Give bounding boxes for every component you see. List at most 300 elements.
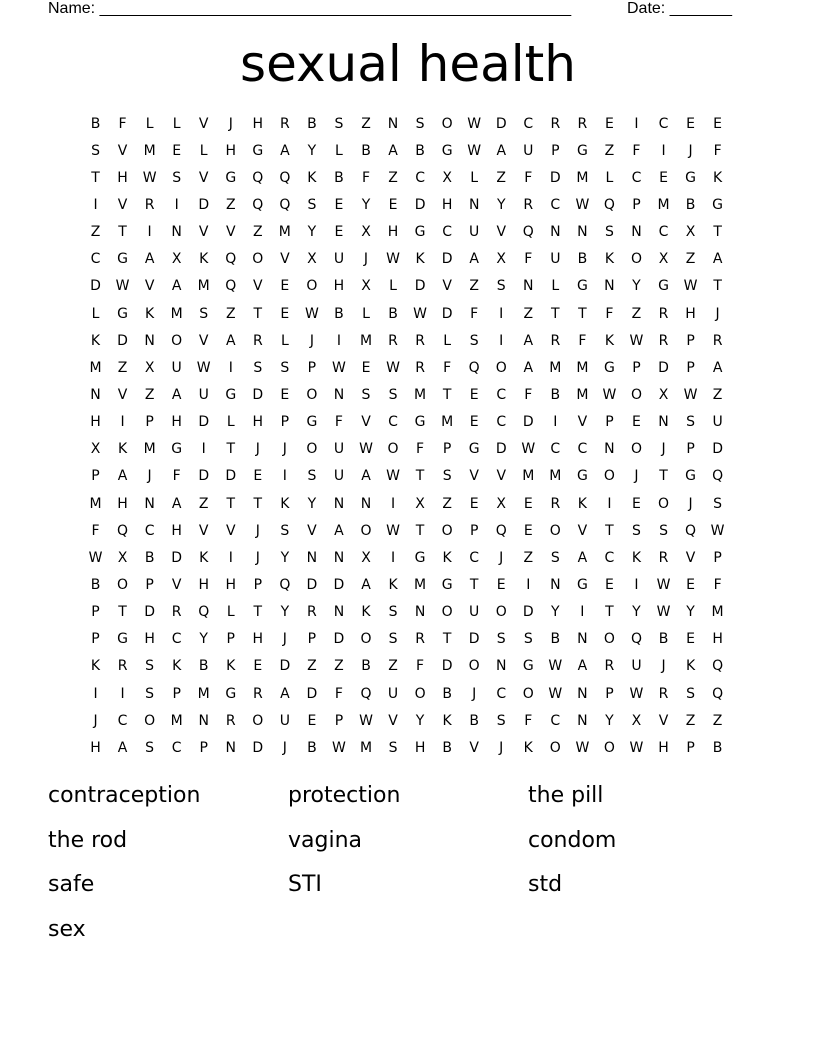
- grid-letter[interactable]: G: [685, 169, 696, 186]
- grid-letter[interactable]: C: [171, 739, 182, 756]
- grid-letter[interactable]: A: [577, 549, 588, 566]
- grid-letter[interactable]: B: [334, 169, 344, 186]
- grid-letter[interactable]: I: [553, 414, 558, 431]
- grid-letter[interactable]: Y: [280, 549, 290, 566]
- grid-letter[interactable]: W: [467, 115, 482, 132]
- grid-letter[interactable]: T: [253, 305, 263, 322]
- grid-letter[interactable]: N: [144, 332, 155, 349]
- grid-letter[interactable]: S: [550, 549, 560, 566]
- grid-letter[interactable]: J: [228, 115, 233, 132]
- grid-letter[interactable]: H: [252, 631, 264, 648]
- grid-letter[interactable]: O: [468, 658, 480, 675]
- grid-letter[interactable]: U: [279, 712, 290, 729]
- grid-letter[interactable]: B: [442, 685, 452, 702]
- grid-letter[interactable]: U: [333, 468, 345, 485]
- grid-letter[interactable]: E: [307, 712, 317, 729]
- grid-letter[interactable]: O: [495, 359, 507, 376]
- grid-letter[interactable]: R: [144, 196, 155, 213]
- grid-letter[interactable]: P: [713, 549, 722, 566]
- grid-letter[interactable]: I: [228, 359, 233, 376]
- grid-letter[interactable]: N: [333, 604, 345, 621]
- grid-letter[interactable]: N: [658, 414, 669, 431]
- grid-letter[interactable]: N: [631, 224, 642, 241]
- name-field-label[interactable]: Name: _____________________________________________________: [48, 0, 572, 17]
- grid-letter[interactable]: N: [333, 549, 345, 566]
- grid-letter[interactable]: S: [199, 305, 209, 322]
- grid-letter[interactable]: J: [147, 468, 152, 485]
- grid-letter[interactable]: O: [603, 739, 615, 756]
- grid-letter[interactable]: P: [280, 414, 290, 431]
- grid-letter[interactable]: R: [252, 332, 263, 349]
- grid-letter[interactable]: K: [361, 604, 371, 621]
- grid-letter[interactable]: D: [495, 441, 507, 458]
- grid-letter[interactable]: S: [388, 631, 398, 648]
- grid-letter[interactable]: L: [226, 604, 235, 621]
- grid-letter[interactable]: Z: [388, 169, 398, 186]
- grid-letter[interactable]: R: [307, 604, 317, 621]
- grid-letter[interactable]: G: [685, 468, 696, 485]
- grid-letter[interactable]: H: [198, 576, 209, 593]
- grid-letter[interactable]: O: [630, 441, 642, 458]
- grid-letter[interactable]: F: [578, 332, 587, 349]
- grid-letter[interactable]: G: [576, 278, 588, 295]
- grid-letter[interactable]: I: [661, 142, 666, 159]
- grid-letter[interactable]: R: [658, 305, 669, 322]
- grid-letter[interactable]: Q: [603, 196, 615, 213]
- grid-letter[interactable]: T: [713, 278, 722, 295]
- grid-letter[interactable]: G: [603, 359, 615, 376]
- grid-letter[interactable]: O: [144, 712, 156, 729]
- date-field-label[interactable]: Date: _______: [627, 0, 732, 17]
- grid-letter[interactable]: R: [388, 332, 398, 349]
- grid-letter[interactable]: V: [685, 549, 696, 566]
- grid-letter[interactable]: H: [252, 115, 264, 132]
- grid-letter[interactable]: G: [468, 441, 480, 458]
- grid-letter[interactable]: N: [90, 386, 101, 403]
- grid-letter[interactable]: Z: [361, 115, 371, 132]
- grid-letter[interactable]: S: [686, 414, 695, 431]
- grid-letter[interactable]: S: [442, 468, 452, 485]
- grid-letter[interactable]: N: [468, 196, 480, 213]
- grid-letter[interactable]: S: [388, 739, 398, 756]
- grid-letter[interactable]: Z: [253, 224, 263, 241]
- grid-letter[interactable]: F: [524, 386, 533, 403]
- grid-letter[interactable]: N: [495, 658, 507, 675]
- grid-letter[interactable]: N: [171, 224, 182, 241]
- grid-letter[interactable]: V: [198, 522, 209, 539]
- grid-letter[interactable]: N: [306, 549, 318, 566]
- grid-letter[interactable]: D: [414, 196, 426, 213]
- grid-letter[interactable]: X: [631, 712, 642, 729]
- grid-letter[interactable]: V: [198, 115, 209, 132]
- grid-letter[interactable]: U: [387, 685, 399, 702]
- grid-letter[interactable]: P: [686, 739, 695, 756]
- grid-letter[interactable]: W: [575, 196, 590, 213]
- grid-letter[interactable]: U: [523, 142, 534, 159]
- grid-letter[interactable]: P: [145, 414, 154, 431]
- grid-letter[interactable]: V: [496, 468, 507, 485]
- grid-letter[interactable]: O: [360, 522, 372, 539]
- grid-letter[interactable]: Q: [468, 359, 480, 376]
- grid-letter[interactable]: D: [414, 278, 426, 295]
- grid-letter[interactable]: S: [604, 224, 614, 241]
- grid-letter[interactable]: S: [253, 359, 263, 376]
- grid-letter[interactable]: P: [605, 414, 614, 431]
- grid-letter[interactable]: Z: [631, 305, 642, 322]
- grid-letter[interactable]: F: [713, 576, 722, 593]
- grid-letter[interactable]: W: [656, 604, 671, 621]
- grid-letter[interactable]: S: [334, 115, 344, 132]
- grid-letter[interactable]: B: [550, 386, 561, 403]
- grid-letter[interactable]: Q: [252, 196, 264, 213]
- grid-letter[interactable]: Y: [307, 495, 317, 512]
- grid-letter[interactable]: L: [362, 305, 370, 322]
- grid-letter[interactable]: E: [686, 631, 695, 648]
- grid-letter[interactable]: U: [469, 224, 480, 241]
- grid-letter[interactable]: V: [307, 522, 317, 539]
- grid-letter[interactable]: H: [117, 495, 128, 512]
- grid-letter[interactable]: K: [685, 658, 696, 675]
- grid-letter[interactable]: P: [199, 739, 208, 756]
- grid-letter[interactable]: Z: [144, 386, 155, 403]
- grid-letter[interactable]: S: [632, 522, 641, 539]
- grid-letter[interactable]: H: [441, 196, 453, 213]
- grid-letter[interactable]: K: [713, 169, 723, 186]
- grid-letter[interactable]: C: [171, 631, 182, 648]
- grid-letter[interactable]: X: [496, 251, 507, 268]
- grid-letter[interactable]: S: [172, 169, 182, 186]
- grid-letter[interactable]: C: [631, 169, 642, 186]
- grid-letter[interactable]: B: [334, 305, 344, 322]
- grid-letter[interactable]: I: [201, 441, 206, 458]
- grid-letter[interactable]: R: [577, 115, 588, 132]
- grid-letter[interactable]: Q: [279, 169, 291, 186]
- grid-letter[interactable]: E: [632, 495, 641, 512]
- grid-letter[interactable]: P: [145, 576, 154, 593]
- grid-letter[interactable]: E: [523, 522, 533, 539]
- grid-letter[interactable]: W: [629, 332, 644, 349]
- grid-letter[interactable]: H: [225, 576, 237, 593]
- grid-letter[interactable]: S: [91, 142, 100, 159]
- grid-letter[interactable]: W: [88, 549, 103, 566]
- grid-letter[interactable]: L: [605, 169, 614, 186]
- grid-letter[interactable]: K: [90, 658, 101, 675]
- grid-letter[interactable]: L: [389, 278, 397, 295]
- grid-letter[interactable]: F: [334, 414, 343, 431]
- grid-letter[interactable]: Q: [117, 522, 129, 539]
- grid-letter[interactable]: G: [576, 576, 588, 593]
- grid-letter[interactable]: F: [416, 658, 425, 675]
- grid-letter[interactable]: T: [415, 522, 425, 539]
- grid-letter[interactable]: V: [496, 224, 507, 241]
- grid-letter[interactable]: E: [280, 386, 290, 403]
- grid-letter[interactable]: B: [685, 196, 696, 213]
- grid-letter[interactable]: B: [577, 251, 588, 268]
- grid-letter[interactable]: T: [442, 631, 452, 648]
- grid-letter[interactable]: R: [279, 115, 290, 132]
- grid-letter[interactable]: Q: [225, 251, 237, 268]
- grid-letter[interactable]: Q: [279, 576, 291, 593]
- grid-letter[interactable]: M: [576, 386, 589, 403]
- grid-letter[interactable]: G: [414, 414, 426, 431]
- grid-letter[interactable]: C: [144, 522, 155, 539]
- grid-letter[interactable]: A: [280, 685, 290, 702]
- grid-letter[interactable]: U: [198, 386, 209, 403]
- grid-letter[interactable]: R: [604, 658, 615, 675]
- grid-letter[interactable]: Y: [496, 196, 506, 213]
- grid-letter[interactable]: B: [442, 739, 452, 756]
- grid-letter[interactable]: O: [117, 576, 129, 593]
- grid-letter[interactable]: Y: [415, 712, 425, 729]
- grid-letter[interactable]: T: [253, 604, 263, 621]
- grid-letter[interactable]: K: [442, 549, 452, 566]
- grid-letter[interactable]: M: [143, 441, 156, 458]
- grid-letter[interactable]: M: [549, 359, 562, 376]
- grid-letter[interactable]: M: [414, 386, 427, 403]
- grid-letter[interactable]: X: [658, 386, 669, 403]
- grid-letter[interactable]: O: [603, 468, 615, 485]
- grid-letter[interactable]: C: [658, 224, 669, 241]
- grid-letter[interactable]: K: [90, 332, 101, 349]
- grid-letter[interactable]: C: [550, 712, 561, 729]
- grid-letter[interactable]: C: [658, 115, 669, 132]
- grid-letter[interactable]: X: [415, 495, 425, 512]
- grid-letter[interactable]: F: [632, 142, 641, 159]
- grid-letter[interactable]: Z: [523, 305, 534, 322]
- grid-letter[interactable]: K: [577, 495, 587, 512]
- grid-letter[interactable]: J: [282, 739, 287, 756]
- grid-letter[interactable]: A: [469, 251, 479, 268]
- grid-letter[interactable]: W: [386, 359, 400, 376]
- grid-letter[interactable]: J: [255, 441, 260, 458]
- grid-letter[interactable]: K: [604, 251, 614, 268]
- grid-letter[interactable]: Q: [712, 658, 724, 675]
- grid-letter[interactable]: C: [496, 386, 507, 403]
- grid-letter[interactable]: D: [198, 468, 210, 485]
- grid-letter[interactable]: R: [225, 712, 236, 729]
- grid-letter[interactable]: G: [576, 468, 588, 485]
- grid-letter[interactable]: G: [712, 196, 724, 213]
- grid-letter[interactable]: W: [386, 251, 400, 268]
- grid-letter[interactable]: Y: [199, 631, 208, 648]
- grid-letter[interactable]: W: [332, 739, 346, 756]
- grid-letter[interactable]: T: [659, 468, 668, 485]
- grid-letter[interactable]: A: [523, 359, 534, 376]
- grid-letter[interactable]: A: [361, 468, 371, 485]
- grid-letter[interactable]: J: [661, 658, 666, 675]
- grid-letter[interactable]: F: [91, 522, 100, 539]
- grid-letter[interactable]: E: [388, 196, 398, 213]
- grid-letter[interactable]: D: [658, 359, 669, 376]
- grid-letter[interactable]: B: [90, 576, 101, 593]
- grid-letter[interactable]: A: [712, 251, 723, 268]
- grid-letter[interactable]: H: [117, 169, 128, 186]
- grid-letter[interactable]: O: [306, 441, 318, 458]
- grid-letter[interactable]: Z: [225, 305, 236, 322]
- grid-letter[interactable]: M: [711, 604, 724, 621]
- grid-letter[interactable]: Q: [630, 631, 642, 648]
- grid-letter[interactable]: M: [441, 414, 454, 431]
- grid-letter[interactable]: O: [603, 631, 615, 648]
- grid-letter[interactable]: D: [333, 631, 345, 648]
- grid-letter[interactable]: S: [469, 332, 479, 349]
- grid-letter[interactable]: O: [414, 685, 426, 702]
- grid-letter[interactable]: B: [550, 631, 561, 648]
- grid-letter[interactable]: W: [386, 522, 400, 539]
- grid-letter[interactable]: R: [658, 549, 669, 566]
- grid-letter[interactable]: P: [91, 604, 100, 621]
- grid-letter[interactable]: E: [280, 278, 290, 295]
- grid-letter[interactable]: A: [388, 142, 398, 159]
- grid-letter[interactable]: T: [605, 604, 614, 621]
- grid-letter[interactable]: S: [361, 386, 371, 403]
- grid-letter[interactable]: W: [710, 522, 725, 539]
- grid-letter[interactable]: N: [333, 386, 345, 403]
- grid-letter[interactable]: N: [414, 604, 426, 621]
- grid-letter[interactable]: O: [549, 522, 561, 539]
- grid-letter[interactable]: D: [495, 115, 507, 132]
- grid-letter[interactable]: C: [604, 549, 615, 566]
- grid-letter[interactable]: J: [472, 685, 477, 702]
- grid-letter[interactable]: O: [495, 604, 507, 621]
- grid-letter[interactable]: W: [548, 685, 563, 702]
- grid-letter[interactable]: W: [548, 658, 563, 675]
- grid-letter[interactable]: P: [334, 712, 344, 729]
- grid-letter[interactable]: T: [415, 468, 425, 485]
- grid-letter[interactable]: N: [577, 685, 588, 702]
- grid-letter[interactable]: E: [659, 169, 668, 186]
- grid-letter[interactable]: S: [145, 739, 155, 756]
- grid-letter[interactable]: T: [578, 305, 587, 322]
- grid-letter[interactable]: V: [442, 278, 452, 295]
- grid-letter[interactable]: T: [253, 495, 263, 512]
- grid-letter[interactable]: S: [145, 685, 155, 702]
- grid-letter[interactable]: S: [388, 386, 398, 403]
- grid-letter[interactable]: M: [170, 305, 183, 322]
- grid-letter[interactable]: U: [631, 658, 642, 675]
- grid-letter[interactable]: Y: [551, 604, 560, 621]
- grid-letter[interactable]: N: [577, 631, 588, 648]
- grid-letter[interactable]: A: [496, 142, 507, 159]
- grid-letter[interactable]: H: [414, 739, 426, 756]
- grid-letter[interactable]: V: [658, 712, 669, 729]
- grid-letter[interactable]: L: [91, 305, 100, 322]
- grid-letter[interactable]: Y: [307, 224, 317, 241]
- grid-letter[interactable]: J: [255, 549, 260, 566]
- grid-letter[interactable]: E: [469, 495, 479, 512]
- grid-letter[interactable]: W: [629, 739, 644, 756]
- grid-letter[interactable]: D: [468, 631, 480, 648]
- grid-letter[interactable]: F: [443, 359, 452, 376]
- grid-letter[interactable]: W: [656, 576, 671, 593]
- grid-letter[interactable]: Q: [712, 685, 724, 702]
- grid-letter[interactable]: G: [225, 169, 237, 186]
- grid-letter[interactable]: O: [630, 386, 642, 403]
- grid-letter[interactable]: F: [524, 712, 533, 729]
- grid-letter[interactable]: Z: [496, 169, 507, 186]
- grid-letter[interactable]: T: [226, 441, 236, 458]
- grid-letter[interactable]: J: [282, 441, 287, 458]
- grid-letter[interactable]: J: [634, 468, 639, 485]
- grid-letter[interactable]: A: [144, 251, 155, 268]
- grid-letter[interactable]: G: [522, 658, 534, 675]
- grid-letter[interactable]: C: [550, 441, 561, 458]
- grid-letter[interactable]: V: [469, 468, 479, 485]
- grid-letter[interactable]: S: [280, 522, 290, 539]
- grid-letter[interactable]: T: [118, 224, 127, 241]
- grid-letter[interactable]: V: [198, 332, 209, 349]
- grid-letter[interactable]: Z: [442, 495, 452, 512]
- grid-letter[interactable]: S: [713, 495, 723, 512]
- grid-letter[interactable]: Q: [712, 468, 724, 485]
- grid-letter[interactable]: I: [634, 115, 639, 132]
- grid-letter[interactable]: E: [334, 196, 344, 213]
- grid-letter[interactable]: R: [550, 115, 561, 132]
- grid-letter[interactable]: Q: [225, 278, 237, 295]
- grid-letter[interactable]: X: [361, 224, 371, 241]
- grid-letter[interactable]: Y: [361, 196, 371, 213]
- grid-letter[interactable]: D: [306, 685, 318, 702]
- grid-letter[interactable]: O: [441, 522, 453, 539]
- grid-letter[interactable]: N: [198, 712, 209, 729]
- grid-letter[interactable]: E: [469, 414, 479, 431]
- grid-letter[interactable]: Z: [225, 196, 236, 213]
- grid-letter[interactable]: P: [605, 685, 614, 702]
- grid-letter[interactable]: W: [359, 441, 373, 458]
- grid-letter[interactable]: G: [441, 142, 453, 159]
- grid-letter[interactable]: G: [171, 441, 183, 458]
- grid-letter[interactable]: V: [388, 712, 398, 729]
- grid-letter[interactable]: M: [170, 712, 183, 729]
- grid-letter[interactable]: U: [712, 414, 723, 431]
- grid-letter[interactable]: I: [228, 549, 233, 566]
- grid-letter[interactable]: E: [604, 576, 614, 593]
- grid-letter[interactable]: W: [332, 359, 346, 376]
- grid-letter[interactable]: G: [252, 142, 264, 159]
- grid-letter[interactable]: L: [172, 115, 181, 132]
- grid-letter[interactable]: O: [522, 685, 534, 702]
- grid-letter[interactable]: T: [91, 169, 100, 186]
- grid-letter[interactable]: K: [145, 305, 155, 322]
- grid-letter[interactable]: O: [306, 386, 318, 403]
- grid-letter[interactable]: E: [713, 115, 723, 132]
- grid-letter[interactable]: D: [225, 468, 237, 485]
- grid-letter[interactable]: S: [523, 631, 533, 648]
- grid-letter[interactable]: I: [390, 495, 396, 512]
- grid-letter[interactable]: A: [712, 359, 723, 376]
- grid-letter[interactable]: K: [523, 739, 533, 756]
- grid-letter[interactable]: W: [602, 386, 617, 403]
- grid-letter[interactable]: Q: [198, 604, 210, 621]
- grid-letter[interactable]: L: [470, 169, 479, 186]
- grid-letter[interactable]: M: [89, 495, 102, 512]
- grid-letter[interactable]: Z: [334, 658, 344, 675]
- grid-letter[interactable]: Z: [469, 278, 479, 295]
- grid-letter[interactable]: S: [307, 196, 317, 213]
- grid-letter[interactable]: F: [118, 115, 127, 132]
- grid-letter[interactable]: P: [307, 631, 317, 648]
- grid-letter[interactable]: P: [253, 576, 263, 593]
- grid-letter[interactable]: G: [414, 549, 426, 566]
- grid-letter[interactable]: A: [361, 576, 371, 593]
- grid-letter[interactable]: L: [551, 278, 560, 295]
- grid-letter[interactable]: X: [442, 169, 452, 186]
- grid-letter[interactable]: V: [198, 169, 209, 186]
- grid-letter[interactable]: A: [171, 495, 182, 512]
- grid-letter[interactable]: R: [523, 196, 534, 213]
- grid-letter[interactable]: U: [171, 359, 182, 376]
- grid-letter[interactable]: K: [280, 495, 290, 512]
